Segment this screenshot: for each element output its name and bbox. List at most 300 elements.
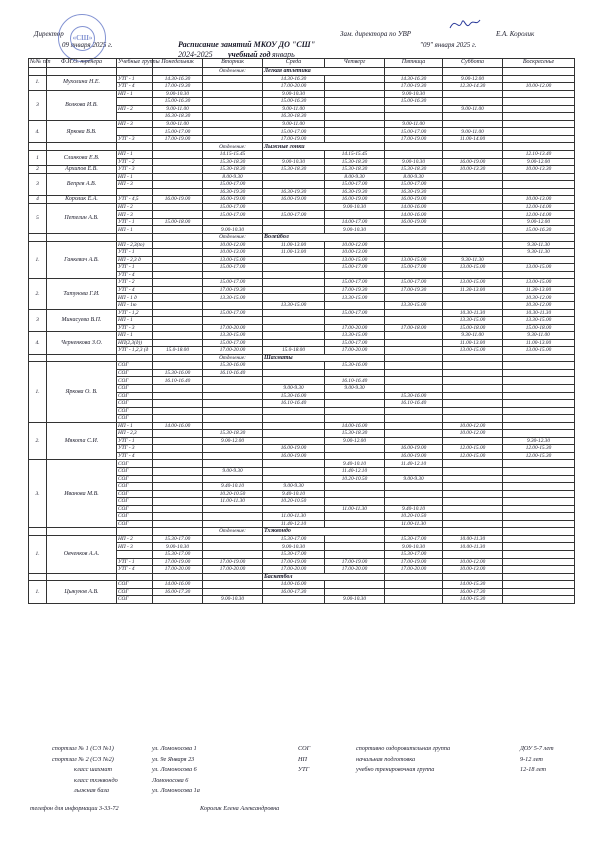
time-cell xyxy=(443,173,503,181)
time-cell xyxy=(503,392,575,400)
time-cell xyxy=(385,384,443,392)
time-cell xyxy=(325,113,385,121)
time-cell: 9.30-11.00 xyxy=(503,332,575,340)
time-cell: 10.30-12.00 xyxy=(503,301,575,309)
time-cell: 11.00-11.30 xyxy=(325,505,385,513)
time-cell xyxy=(385,113,443,121)
group-cell: УТГ - 3 xyxy=(117,166,153,174)
column-header: Среда xyxy=(263,59,325,68)
time-cell: 10.00-13.00 xyxy=(203,249,263,257)
time-cell xyxy=(443,301,503,309)
group-cell: СОГ xyxy=(117,460,153,468)
time-cell xyxy=(325,543,385,551)
time-cell xyxy=(153,475,203,483)
table-row xyxy=(29,422,575,430)
time-cell: 9.00-10.30 xyxy=(153,90,203,98)
time-cell xyxy=(153,505,203,513)
time-cell xyxy=(503,483,575,491)
time-cell xyxy=(153,294,203,302)
group-cell: НП - 2,3 xyxy=(117,430,153,438)
time-cell: 15.30-18.30 xyxy=(325,166,385,174)
time-cell: 15.30-17.00 xyxy=(263,535,325,543)
group-cell: СОГ xyxy=(117,581,153,589)
group-cell: НП - 3 xyxy=(117,211,153,219)
time-cell: 9.00-9.30 xyxy=(263,483,325,491)
time-cell: 12.10-13.40 xyxy=(503,151,575,159)
table-row xyxy=(29,309,575,317)
department-name: Тхэквондо xyxy=(263,528,385,536)
time-cell xyxy=(443,249,503,257)
time-cell xyxy=(385,422,443,430)
time-cell: 9.00-11.00 xyxy=(443,105,503,113)
column-header: Ф.И.О. тренера xyxy=(47,59,117,68)
time-cell xyxy=(503,173,575,181)
time-cell: 15.00-17.00 xyxy=(385,279,443,287)
time-cell: 10.00-13.30 xyxy=(503,166,575,174)
time-cell xyxy=(153,445,203,453)
time-cell: 12.00-14.00 xyxy=(503,211,575,219)
group-cell: УТГ - 4 xyxy=(117,566,153,574)
time-cell xyxy=(503,135,575,143)
time-cell xyxy=(385,588,443,596)
group-cell: УТГ - 4 xyxy=(117,83,153,91)
time-cell: 16.30-18.30 xyxy=(153,113,203,121)
time-cell xyxy=(385,369,443,377)
time-cell xyxy=(443,203,503,211)
time-cell: 10.00-11.30 xyxy=(443,535,503,543)
time-cell xyxy=(153,151,203,159)
time-cell: 17.00-19.00 xyxy=(385,558,443,566)
cell xyxy=(29,143,47,151)
cell xyxy=(29,573,47,581)
time-cell xyxy=(203,407,263,415)
time-cell xyxy=(503,475,575,483)
time-cell: 9.30-12.30 xyxy=(503,437,575,445)
time-cell xyxy=(385,226,443,234)
time-cell: 13.00-15.00 xyxy=(385,256,443,264)
time-cell: 14.00-15.30 xyxy=(443,596,503,604)
cell xyxy=(443,68,503,76)
time-cell xyxy=(443,460,503,468)
coach-name: Черненкова З.О. xyxy=(47,332,117,355)
group-cell: СОГ xyxy=(117,520,153,528)
time-cell: 15.00-17.00 xyxy=(263,211,325,219)
time-cell xyxy=(503,113,575,121)
time-cell xyxy=(203,513,263,521)
time-cell xyxy=(203,445,263,453)
deputy-date: "09" января 2025 г. xyxy=(420,41,477,49)
time-cell: 15.00-17.00 xyxy=(325,181,385,189)
legend-place-name: спортзал № 2 (С/З №2) xyxy=(52,755,114,763)
time-cell: 17.00-19.00 xyxy=(203,558,263,566)
signature-icon xyxy=(448,14,482,34)
table-row xyxy=(29,535,575,543)
coach-name: Королик Е.А. xyxy=(47,196,117,204)
coach-number: 1. xyxy=(29,75,47,90)
table-row xyxy=(29,241,575,249)
group-cell: СОГ xyxy=(117,467,153,475)
time-cell xyxy=(443,120,503,128)
coach-number: 3 xyxy=(29,173,47,196)
time-cell xyxy=(503,75,575,83)
table-row xyxy=(29,362,575,370)
group-cell: НП - 1 xyxy=(117,151,153,159)
time-cell xyxy=(503,128,575,136)
time-cell xyxy=(263,151,325,159)
time-cell xyxy=(385,105,443,113)
time-cell xyxy=(153,301,203,309)
cell xyxy=(117,68,153,76)
time-cell xyxy=(325,407,385,415)
group-cell: УТГ - 4 xyxy=(117,452,153,460)
time-cell: 17.00-20.00 xyxy=(203,566,263,574)
official-stamp xyxy=(58,14,106,62)
table-row xyxy=(29,75,575,83)
time-cell xyxy=(385,271,443,279)
group-cell: УТГ - 1,2 xyxy=(117,309,153,317)
group-cell: СОГ xyxy=(117,407,153,415)
time-cell: 15.00-17.00 xyxy=(325,309,385,317)
group-cell xyxy=(117,98,153,106)
time-cell: 11.00-11.30 xyxy=(203,498,263,506)
cell xyxy=(117,573,153,581)
time-cell xyxy=(503,588,575,596)
time-cell: 13.30-15.00 xyxy=(203,332,263,340)
time-cell: 15.30-17.00 xyxy=(385,535,443,543)
time-cell: 9.00-10.30 xyxy=(325,596,385,604)
time-cell xyxy=(325,588,385,596)
department-name: Лыжные гонки xyxy=(263,143,385,151)
time-cell: 10.00-13.00 xyxy=(503,196,575,204)
time-cell xyxy=(325,211,385,219)
time-cell xyxy=(503,407,575,415)
time-cell: 14.00-16.00 xyxy=(385,203,443,211)
time-cell xyxy=(503,498,575,506)
cell xyxy=(153,143,203,151)
coach-number: 4. xyxy=(29,120,47,143)
time-cell xyxy=(153,513,203,521)
time-cell: 16.00-19.00 xyxy=(263,445,325,453)
legend-group-code: НП xyxy=(298,755,307,763)
time-cell: 9.40-10.10 xyxy=(325,460,385,468)
time-cell xyxy=(325,105,385,113)
time-cell: 17.00-19.30 xyxy=(325,286,385,294)
time-cell: 9.00-9.30 xyxy=(385,475,443,483)
time-cell xyxy=(203,588,263,596)
group-cell: УТГ - 3 xyxy=(117,324,153,332)
table-row xyxy=(29,196,575,204)
coach-number: 1. xyxy=(29,535,47,573)
time-cell xyxy=(503,581,575,589)
time-cell: 15.00-17.00 xyxy=(203,264,263,272)
group-cell: УТГ - 1,2,3 (д xyxy=(117,347,153,355)
cell xyxy=(443,234,503,242)
time-cell xyxy=(203,452,263,460)
group-cell: СОГ xyxy=(117,362,153,370)
group-cell: НП - 1ю xyxy=(117,301,153,309)
time-cell: 13.30-15.00 xyxy=(203,294,263,302)
time-cell: 10.00-12.00 xyxy=(443,430,503,438)
time-cell: 16.00-17.30 xyxy=(153,588,203,596)
time-cell: 15.00-17.00 xyxy=(203,203,263,211)
director-date: 09 января 2025 г. xyxy=(62,41,113,49)
coach-number: 1. xyxy=(29,362,47,422)
phone-info: телефон для информации 3-33-72 xyxy=(30,805,119,812)
group-cell: НП(2,3(д)) xyxy=(117,339,153,347)
time-cell xyxy=(385,490,443,498)
cell xyxy=(385,354,443,362)
table-row xyxy=(29,151,575,159)
time-cell xyxy=(263,332,325,340)
legend-place-address: ул. 9е Января 23 xyxy=(152,755,195,763)
time-cell: 15.00-17.00 xyxy=(385,128,443,136)
time-cell: 9.00-11.00 xyxy=(263,105,325,113)
time-cell: 15.00-17.00 xyxy=(325,279,385,287)
time-cell xyxy=(203,415,263,423)
time-cell xyxy=(385,467,443,475)
table-header xyxy=(29,59,575,68)
time-cell xyxy=(385,151,443,159)
time-cell xyxy=(153,264,203,272)
time-cell: 15.30-16.00 xyxy=(263,392,325,400)
time-cell xyxy=(203,75,263,83)
group-cell: УТГ - 4 xyxy=(117,271,153,279)
time-cell xyxy=(263,407,325,415)
time-cell: 10.00-13.00 xyxy=(325,249,385,257)
time-cell: 14.00-16.00 xyxy=(325,422,385,430)
time-cell: 15.30-17.00 xyxy=(385,551,443,559)
time-cell xyxy=(153,211,203,219)
group-cell: УТГ - 1 xyxy=(117,75,153,83)
time-cell xyxy=(263,430,325,438)
coach-number: 2 xyxy=(29,166,47,174)
time-cell: 15.00-16.30 xyxy=(153,98,203,106)
time-cell: 15.00-17.00 xyxy=(325,339,385,347)
time-cell xyxy=(443,294,503,302)
time-cell: 15.30-17.00 xyxy=(153,551,203,559)
cell xyxy=(503,143,575,151)
time-cell: 14.00-16.00 xyxy=(153,581,203,589)
time-cell xyxy=(325,551,385,559)
time-cell xyxy=(325,581,385,589)
time-cell xyxy=(325,483,385,491)
cell xyxy=(47,354,117,362)
time-cell: 9.00-10.30 xyxy=(325,203,385,211)
column-header: Пятница xyxy=(385,59,443,68)
time-cell xyxy=(325,513,385,521)
time-cell: 17.00-20.00 xyxy=(153,566,203,574)
time-cell: 16.10-16.40 xyxy=(385,400,443,408)
group-cell: НП - 1 xyxy=(117,90,153,98)
group-cell: НП - 1 д xyxy=(117,294,153,302)
time-cell: 9.00-11.00 xyxy=(153,120,203,128)
group-cell xyxy=(117,128,153,136)
time-cell xyxy=(325,83,385,91)
coach-number: 1. xyxy=(29,581,47,604)
time-cell xyxy=(503,256,575,264)
time-cell: 11.30-13.00 xyxy=(503,286,575,294)
group-cell: УТГ - 3 xyxy=(117,135,153,143)
time-cell xyxy=(443,475,503,483)
time-cell: 14.15-15.45 xyxy=(325,151,385,159)
time-cell: 16.00-19.00 xyxy=(263,452,325,460)
time-cell xyxy=(385,294,443,302)
cell xyxy=(443,528,503,536)
group-cell: НП - 3 xyxy=(117,120,153,128)
coach-name: Волкова И.В. xyxy=(47,90,117,120)
time-cell: 17.00-20.00 xyxy=(325,347,385,355)
cell xyxy=(385,573,443,581)
time-cell: 13.00-15.00 xyxy=(443,347,503,355)
time-cell: 15.30-16.00 xyxy=(153,369,203,377)
coach-name: Яркова В.В. xyxy=(47,120,117,143)
time-cell xyxy=(153,173,203,181)
time-cell xyxy=(263,596,325,604)
time-cell xyxy=(385,430,443,438)
column-header: Учебные группы xyxy=(117,59,153,68)
time-cell: 9.00-10.30 xyxy=(385,90,443,98)
time-cell xyxy=(443,369,503,377)
time-cell: 13.00-15.00 xyxy=(203,256,263,264)
time-cell: 14.00-15.30 xyxy=(443,581,503,589)
time-cell: 16.30-19.30 xyxy=(263,188,325,196)
time-cell: 15.30-18.30 xyxy=(203,158,263,166)
time-cell xyxy=(325,369,385,377)
cell xyxy=(29,528,47,536)
time-cell: 17.00-19.00 xyxy=(153,135,203,143)
time-cell: 11.40-12.10 xyxy=(325,467,385,475)
time-cell xyxy=(153,158,203,166)
time-cell xyxy=(385,317,443,325)
table-row xyxy=(29,332,575,340)
time-cell xyxy=(325,400,385,408)
time-cell xyxy=(153,279,203,287)
time-cell: 9.40-10.10 xyxy=(385,505,443,513)
time-cell: 16.30-19.30 xyxy=(385,188,443,196)
time-cell xyxy=(443,377,503,385)
time-cell: 12.00-15.00 xyxy=(443,452,503,460)
time-cell: 14.30-16.30 xyxy=(385,75,443,83)
time-cell xyxy=(503,558,575,566)
time-cell xyxy=(443,520,503,528)
time-cell xyxy=(203,128,263,136)
time-cell xyxy=(503,181,575,189)
time-cell: 12.00-15.00 xyxy=(443,445,503,453)
time-cell xyxy=(503,90,575,98)
time-cell: 9.00-9.30 xyxy=(325,384,385,392)
time-cell xyxy=(203,384,263,392)
time-cell: 16.10-16.40 xyxy=(203,369,263,377)
time-cell xyxy=(153,203,203,211)
time-cell xyxy=(443,467,503,475)
table-row xyxy=(29,173,575,181)
time-cell xyxy=(263,256,325,264)
time-cell: 9.00-10.30 xyxy=(385,543,443,551)
time-cell: 16.30-19.30 xyxy=(325,188,385,196)
department-row xyxy=(29,528,575,536)
time-cell: 15.00-16.30 xyxy=(385,98,443,106)
time-cell xyxy=(443,392,503,400)
time-cell: 10.20-10.50 xyxy=(385,513,443,521)
time-cell xyxy=(263,467,325,475)
time-cell: 16.00-19.00 xyxy=(385,445,443,453)
time-cell: 10.30-11.30 xyxy=(443,309,503,317)
time-cell: 15.00-18.00 xyxy=(503,324,575,332)
coach-name: Татунова Г.И. xyxy=(47,279,117,309)
time-cell xyxy=(153,181,203,189)
cell xyxy=(47,528,117,536)
time-cell xyxy=(385,377,443,385)
column-header: Вторник xyxy=(203,59,263,68)
time-cell xyxy=(153,384,203,392)
time-cell xyxy=(203,317,263,325)
legend-group-code: СОГ xyxy=(298,745,311,752)
time-cell: 9.00-12.00 xyxy=(203,437,263,445)
time-cell: 17.00-18.00 xyxy=(385,324,443,332)
time-cell xyxy=(325,98,385,106)
time-cell: 11.30-13.00 xyxy=(443,286,503,294)
time-cell xyxy=(503,120,575,128)
time-cell: 15.00-17.00 xyxy=(203,279,263,287)
time-cell xyxy=(203,271,263,279)
time-cell xyxy=(443,551,503,559)
time-cell: 15.00-17.00 xyxy=(325,264,385,272)
time-cell xyxy=(503,98,575,106)
time-cell: 17.00-20.00 xyxy=(203,324,263,332)
time-cell: 9.00-11.00 xyxy=(263,120,325,128)
time-cell: 14.00-16.00 xyxy=(385,211,443,219)
time-cell: 10.00-12.00 xyxy=(443,422,503,430)
time-cell xyxy=(325,120,385,128)
time-cell xyxy=(503,362,575,370)
coach-number: 2. xyxy=(29,422,47,460)
time-cell xyxy=(203,475,263,483)
cell xyxy=(443,354,503,362)
time-cell: 17.00-19.30 xyxy=(153,83,203,91)
time-cell: 10.00-11.30 xyxy=(443,543,503,551)
time-cell: 15.00-17.00 xyxy=(153,128,203,136)
time-cell xyxy=(443,113,503,121)
coach-number: 3 xyxy=(29,90,47,120)
coach-number: 5 xyxy=(29,203,47,233)
time-cell xyxy=(503,369,575,377)
coach-name: Цыкунов А.В. xyxy=(47,581,117,604)
column-header: Суббота xyxy=(443,59,503,68)
time-cell xyxy=(263,475,325,483)
time-cell xyxy=(203,218,263,226)
time-cell: 10.30-11.30 xyxy=(503,309,575,317)
group-cell: НП - 1 xyxy=(117,173,153,181)
time-cell: 10.00-12.00 xyxy=(203,241,263,249)
table-row xyxy=(29,166,575,174)
time-cell xyxy=(153,596,203,604)
group-cell: СОГ xyxy=(117,505,153,513)
cell xyxy=(503,528,575,536)
time-cell: 16.00-19.00 xyxy=(263,196,325,204)
time-cell xyxy=(153,166,203,174)
time-cell xyxy=(503,543,575,551)
cell xyxy=(29,234,47,242)
time-cell: 16.30-19.30 xyxy=(203,188,263,196)
coach-name: Овченков А.А. xyxy=(47,535,117,573)
cell xyxy=(443,143,503,151)
time-cell xyxy=(443,226,503,234)
group-cell: СОГ xyxy=(117,490,153,498)
time-cell: 8.00-9.30 xyxy=(325,173,385,181)
time-cell xyxy=(325,452,385,460)
time-cell xyxy=(203,460,263,468)
time-cell xyxy=(153,317,203,325)
